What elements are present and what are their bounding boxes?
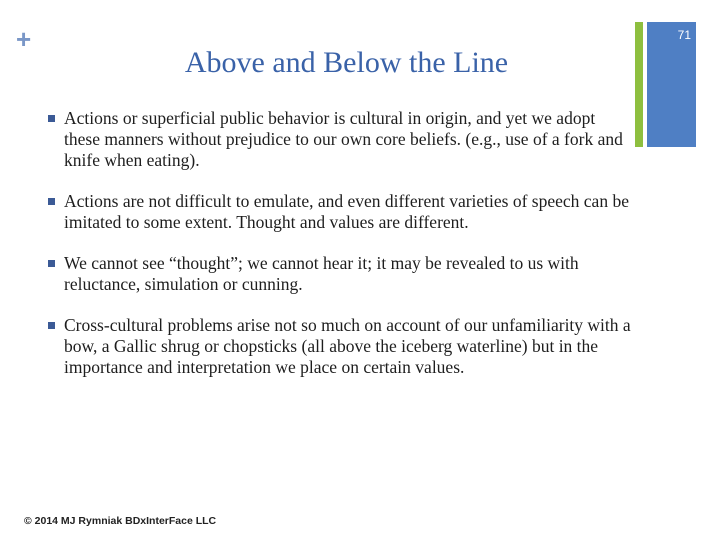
bullet-text: Actions or superficial public behavior is cultural in origin, and yet we adopt these manners without prejudice to our own core beliefs. (e.g., use of a fork and knife when eating). [64, 108, 623, 170]
bullet-item [48, 191, 633, 233]
square-bullet-icon [48, 198, 55, 205]
plus-decoration-icon: + [16, 24, 32, 54]
square-bullet-icon [48, 115, 55, 122]
bullet-item [48, 108, 633, 171]
slide-number: 71 [677, 28, 691, 42]
green-accent-bar [635, 22, 643, 147]
copyright-footer: © 2014 MJ Rymniak BDxInterFace LLC [24, 515, 217, 527]
bullet-item [48, 253, 633, 295]
bullet-text: We cannot see “thought”; we cannot hear it; it may be revealed to us with reluctance, simulation or cunning. [64, 253, 579, 294]
slide-title: Above and Below the Line [184, 46, 509, 79]
bullet-item [48, 315, 633, 378]
square-bullet-icon [48, 260, 55, 267]
square-bullet-icon [48, 322, 55, 329]
bullet-text: Actions are not difficult to emulate, and even different varieties of speech can be imitated to some extent. Thought and values are different. [64, 191, 629, 232]
bullet-text: Cross-cultural problems arise not so much on account of our unfamiliarity with a bow, a Gallic shrug or chopsticks (all above the iceberg waterline) but in the importance and interpretation we place on certain values. [64, 315, 631, 377]
bullet-list [48, 108, 633, 398]
